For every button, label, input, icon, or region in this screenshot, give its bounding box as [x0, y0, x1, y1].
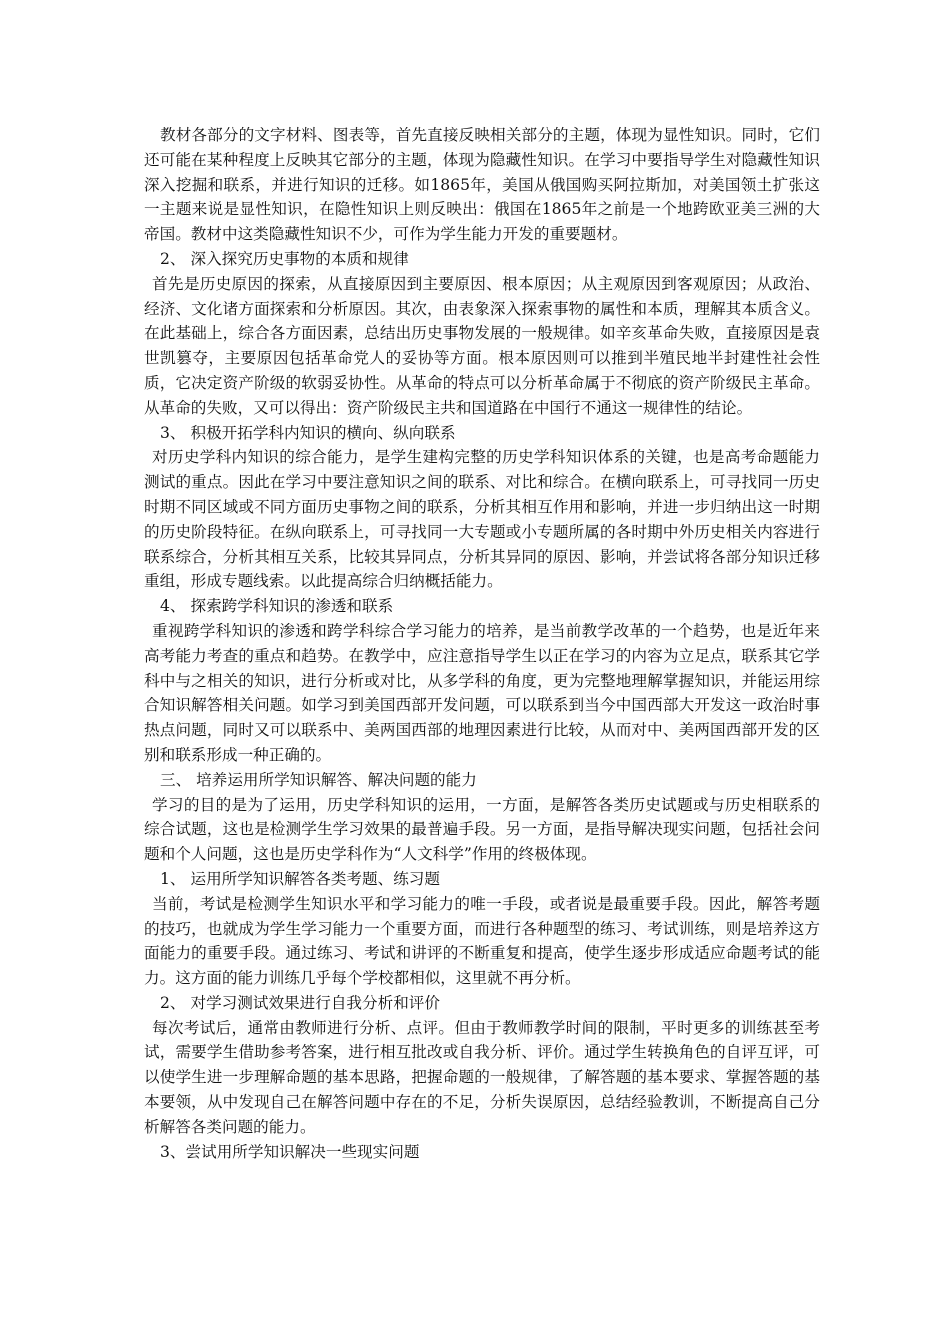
paragraph-purpose-of-learning: 学习的目的是为了运用，历史学科知识的运用，一方面，是解答各类历史试题或与历史相联系的综合试题，这也是检测学生学习效果的最普遍手段。另一方面，是指导解决现实问题，包括社会问题和个人问题，这也是历史学科作为“人文科学”作用的终极体现。	[144, 795, 820, 864]
document-page	[144, 123, 820, 1164]
heading-real-problems: 3、尝试用所学知识解决一些现实问题	[160, 1142, 420, 1161]
paragraph-self-evaluation: 每次考试后，通常由教师进行分析、点评。但由于教师教学时间的限制，平时更多的训练甚至考试，需要学生借助参考答案，进行相互批改或自我分析、评价。通过学生转换角色的自评互评，可以使学生进一步理解命题的基本思路，把握命题的一般规律，了解答题的基本要求、掌握答题的基本要领，从中发现自己在解答问题中存在的不足，分析失误原因，总结经验教训，不断提高自己分析解答各类问题的能力。	[144, 1018, 820, 1136]
heading-cross-discipline: 4、 探索跨学科知识的渗透和联系	[160, 597, 394, 616]
heading-horizontal-vertical-links: 3、 积极开拓学科内知识的横向、纵向联系	[160, 423, 456, 442]
heading-essence-and-laws: 2、 深入探究历史事物的本质和规律	[160, 249, 409, 268]
paragraph-implicit-knowledge: 教材各部分的文字材料、图表等，首先直接反映相关部分的主题，体现为显性知识。同时，它们还可能在某种程度上反映其它部分的主题，体现为隐藏性知识。在学习中要指导学生对隐藏性知识深入挖掘和联系，并进行知识的迁移。如1865年，美国从俄国购买阿拉斯加，对美国领土扩张这一主题来说是显性知识，在隐性知识上则反映出：俄国在1865年之前是一个地跨欧亚美三洲的大帝国。教材中这类隐藏性知识不少，可作为学生能力开发的重要题材。	[144, 126, 820, 244]
paragraph-cross-discipline: 重视跨学科知识的渗透和跨学科综合学习能力的培养，是当前教学改革的一个趋势，也是近年来高考能力考查的重点和趋势。在教学中，应注意指导学生以正在学习的内容为立足点，联系其它学科中与之相关的知识，进行分析或对比，从多学科的角度，更为完整地理解掌握知识，并能运用综合知识解答相关问题。如学习到美国西部开发问题，可以联系到当今中国西部大开发这一政治时事热点问题，同时又可以联系中、美两国西部的地理因素进行比较，从而对中、美两国西部开发的区别和联系形成一种正确的。	[144, 621, 820, 764]
paragraph-subject-integration: 对历史学科内知识的综合能力，是学生建构完整的历史学科知识体系的关键，也是高考命题能力测试的重点。因此在学习中要注意知识之间的联系、对比和综合。在横向联系上，可寻找同一历史时期不同区域或不同方面历史事物之间的联系，分析其相互作用和影响，并进一步归纳出这一时期的历史阶段特征。在纵向联系上，可寻找同一大专题或小专题所属的各时期中外历史相关内容进行联系综合，分析其相互关系，比较其异同点，分析其异同的原因、影响，并尝试将各部分知识迁移重组，形成专题线索。以此提高综合归纳概括能力。	[144, 448, 820, 591]
heading-self-evaluation: 2、 对学习测试效果进行自我分析和评价	[160, 993, 440, 1012]
heading-answering-exams: 1、 运用所学知识解答各类考题、练习题	[160, 869, 440, 888]
paragraph-exam-skills: 当前，考试是检测学生知识水平和学习能力的唯一手段，或者说是最重要手段。因此，解答考题的技巧，也就成为学生学习能力一个重要方面，而进行各种题型的练习、考试训练，则是培养这方面能力的重要手段。通过练习、考试和讲评的不断重复和提高，使学生逐步形成适应命题考试的能力。这方面的能力训练几乎每个学校都相似，这里就不再分析。	[144, 894, 820, 988]
heading-section-three: 三、 培养运用所学知识解答、解决问题的能力	[160, 770, 477, 789]
paragraph-historical-causes: 首先是历史原因的探索，从直接原因到主要原因、根本原因；从主观原因到客观原因；从政治、经济、文化诸方面探索和分析原因。其次，由表象深入探索事物的属性和本质，理解其本质含义。在此基础上，综合各方面因素，总结出历史事物发展的一般规律。如辛亥革命失败，直接原因是袁世凯篡夺，主要原因包括革命党人的妥协等方面。根本原因则可以推到半殖民地半封建性社会性质，它决定资产阶级的软弱妥协性。从革命的特点可以分析革命属于不彻底的资产阶级民主革命。从革命的失败，又可以得出：资产阶级民主共和国道路在中国行不通这一规律性的结论。	[144, 274, 820, 417]
